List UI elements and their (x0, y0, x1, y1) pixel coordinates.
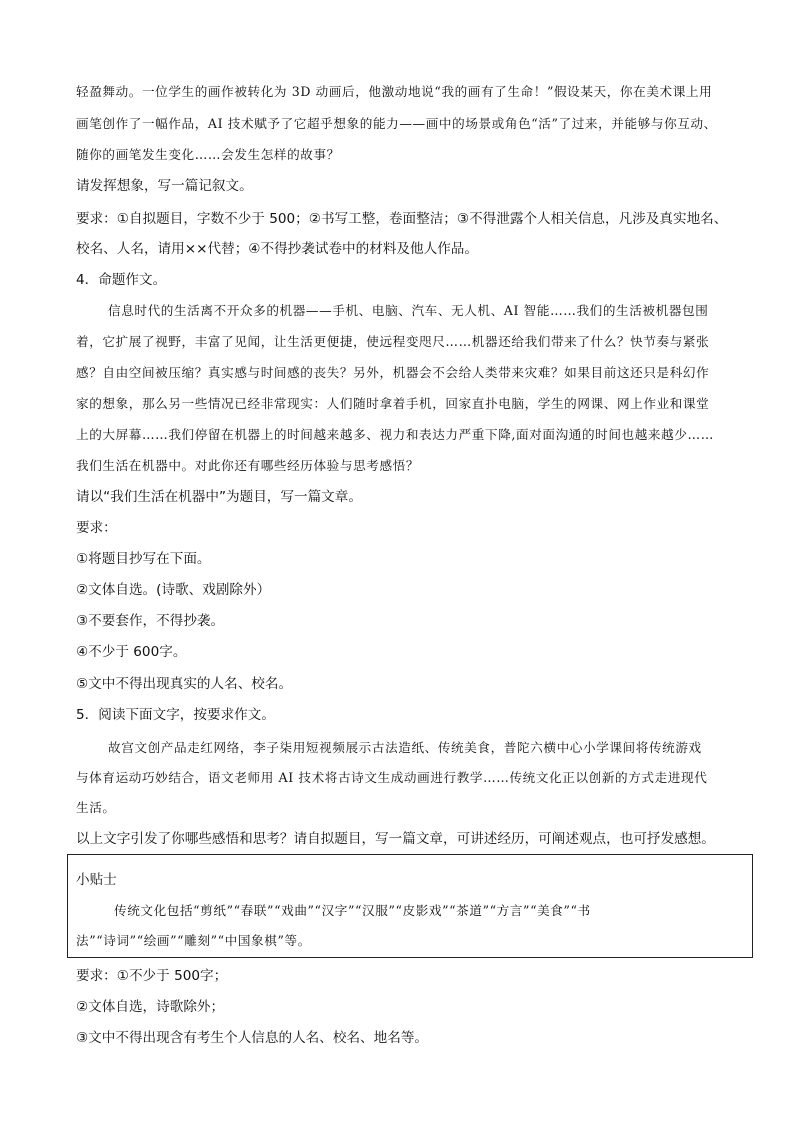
q4-requirement-3: ③不要套作，不得抄袭。 (76, 613, 225, 629)
tip-box (67, 854, 753, 958)
q5-passage-line-1: 故宫文创产品走红网络，李子柒用短视频展示古法造纸、传统美食，普陀六横中心小学课间将传统游戏 (108, 740, 702, 755)
q4-requirement-4: ④不少于 600字。 (76, 644, 187, 660)
q5-passage-line-2: 与体育运动巧妙结合，语文老师用 AI 技术将古诗文生成动画进行教学……传统文化正以创新的方式走进现代 (76, 770, 708, 785)
q3-instruction: 请发挥想象，写一篇记叙文。 (76, 178, 253, 194)
q4-passage-line-1: 信息时代的生活离不开众多的机器——手机、电脑、汽车、无人机、AI 智能……我们的生活被机器包围 (108, 303, 709, 318)
q5-passage-line-3: 生活。 (76, 800, 116, 815)
q4-requirement-5: ⑤文中不得出现真实的人名、校名。 (76, 676, 293, 692)
q3-text-line-2: 画笔创作了一幅作品，AI 技术赋予了它超乎想象的能力——画中的场景或角色“活”了过来，并能够与你互动、 (76, 116, 717, 131)
q4-passage-line-5: 上的大屏幕……我们停留在机器上的时间越来越多、视力和表达力严重下降,面对面沟通的时间也越来越少…… (76, 427, 714, 442)
q3-requirements-line-2: 校名、人名，请用××代替；④不得抄袭试卷中的材料及他人作品。 (76, 241, 478, 257)
q4-instruction: 请以“我们生活在机器中”为题目，写一篇文章。 (76, 489, 362, 505)
q3-text-line-3: 随你的画笔发生变化……会发生怎样的故事？ (76, 147, 340, 162)
q4-requirement-2: ②文体自选。(诗歌、戏剧除外） (76, 582, 271, 598)
q5-requirement-2: ②文体自选，诗歌除外； (76, 999, 225, 1015)
tip-text-line-1: 传统文化包括“剪纸”“春联”“戏曲”“汉字”“汉服”“皮影戏”“茶道”“方言”“美食”“书 (114, 903, 591, 918)
q4-requirements-label: 要求： (76, 520, 117, 536)
q4-heading: 4．命题作文。 (76, 272, 167, 288)
q5-requirement-3: ③文中不得出现含有考生个人信息的人名、校名、地名等。 (76, 1030, 429, 1046)
q4-passage-line-4: 家的想象，那么另一些情况已经非常现实：人们随时拿着手机，回家直扑电脑，学生的网课、网上作业和课堂 (76, 396, 710, 411)
tip-text-line-2: 法”“诗词”“绘画”“雕刻”“中国象棋”等。 (76, 933, 311, 948)
q4-passage-line-6: 我们生活在机器中。对此你还有哪些经历体验与思考感悟？ (76, 458, 420, 473)
tip-title: 小贴士 (76, 872, 117, 888)
q5-requirement-1: 要求：①不少于 500字； (76, 968, 228, 984)
q4-passage-line-2: 着，它扩展了视野，丰富了见闻，让生活更便捷，使远程变咫尺……机器还给我们带来了什么？快节奏与紧张 (76, 334, 710, 349)
q4-passage-line-3: 感？自由空间被压缩？真实感与时间感的丧失？另外，机器会不会给人类带来灾难？如果目前这还只是科幻作 (76, 365, 710, 380)
q5-instruction: 以上文字引发了你哪些感悟和思考？请自拟题目，写一篇文章，可讲述经历，可阐述观点，也可抒发感想。 (76, 831, 715, 847)
q3-requirements-line-1: 要求：①自拟题目，字数不少于 500；②书写工整，卷面整洁；③不得泄露个人相关信息，凡涉及真实地名、 (76, 211, 728, 227)
q4-requirement-1: ①将题目抄写在下面。 (76, 551, 211, 567)
q5-heading: 5．阅读下面文字，按要求作文。 (76, 707, 275, 723)
q3-text-line-1: 轻盈舞动。一位学生的画作被转化为 3D 动画后，他激动地说“我的画有了生命！”假设某天，你在美术课上用 (76, 84, 713, 99)
